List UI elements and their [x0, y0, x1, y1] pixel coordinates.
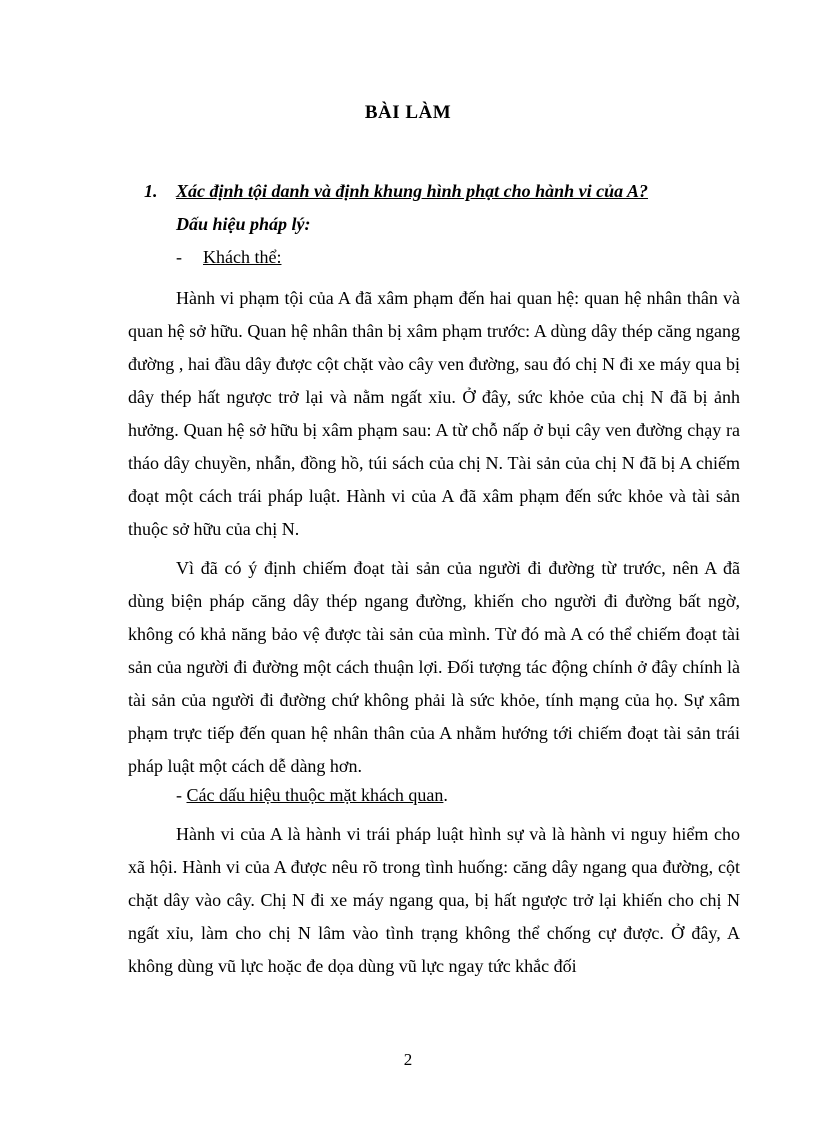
subsection-khach-quan — [176, 785, 448, 806]
bullet-khach-the — [176, 247, 281, 268]
bullet-label: Khách thể: — [203, 247, 282, 267]
subsection-label: Các dấu hiệu thuộc mặt khách quan — [186, 785, 444, 805]
page-title: BÀI LÀM — [364, 102, 452, 123]
paragraph-1: Hành vi phạm tội của A đã xâm phạm đến hai quan hệ: quan hệ nhân thân và quan hệ sở hữu. Quan hệ nhân thân bị xâm phạm trước: A dùng dây thép căng ngang đường , hai đầu dây được cột chặt vào cây ven đường, sau đó chị N đi xe máy qua bị dây thép hất ngược trở lại và nằm ngất xỉu. Ở đây, sức khỏe của chị N đã bị ảnh hưởng. Quan hệ sở hữu bị xâm phạm sau: A từ chỗ nấp ở bụi cây ven đường chạy ra tháo dây chuyền, nhẫn, đồng hồ, túi sách của chị N. Tài sản của chị N đã bị A chiếm đoạt một cách trái pháp luật. Hành vi của A đã xâm phạm đến sức khỏe và tài sản thuộc sở hữu của chị N. — [128, 288, 740, 539]
section-number: 1. — [144, 181, 158, 201]
subsection-suffix: . — [443, 785, 448, 805]
paragraph-1-block — [128, 282, 740, 546]
section-heading — [144, 181, 648, 202]
paragraph-3-block — [128, 818, 740, 983]
section-heading-text: Xác định tội danh và định khung hình phạt cho hành vi của A? — [176, 181, 648, 201]
paragraph-3: Hành vi của A là hành vi trái pháp luật hình sự và là hành vi nguy hiểm cho xã hội. Hành vi của A được nêu rõ trong tình huống: căng dây ngang qua đường, cột chặt dây vào cây. Chị N đi xe máy ngang qua, bị hất ngược trở lại khiến cho chị N ngất xỉu, làm cho chị N lâm vào tình trạng không thể chống cự được. Ở đây, A không dùng vũ lực hoặc đe dọa dùng vũ lực ngay tức khắc đối — [128, 824, 740, 976]
paragraph-2-block — [128, 552, 740, 783]
bullet-dash: - — [176, 247, 182, 267]
section-subheading: Dấu hiệu pháp lý: — [176, 214, 311, 234]
page-number: 2 — [403, 1050, 413, 1069]
subsection-prefix: - — [176, 785, 187, 805]
paragraph-2: Vì đã có ý định chiếm đoạt tài sản của người đi đường từ trước, nên A đã dùng biện pháp căng dây thép ngang đường, khiến cho người đi đường bất ngờ, không có khả năng bảo vệ được tài sản của mình. Từ đó mà A có thể chiếm đoạt tài sản của người đi đường một cách thuận lợi. Đối tượng tác động chính ở đây chính là tài sản của người đi đường chứ không phải là sức khỏe, tính mạng của họ. Sự xâm phạm trực tiếp đến quan hệ nhân thân của A nhằm hướng tới chiếm đoạt tài sản trái pháp luật một cách dễ dàng hơn. — [128, 558, 740, 776]
